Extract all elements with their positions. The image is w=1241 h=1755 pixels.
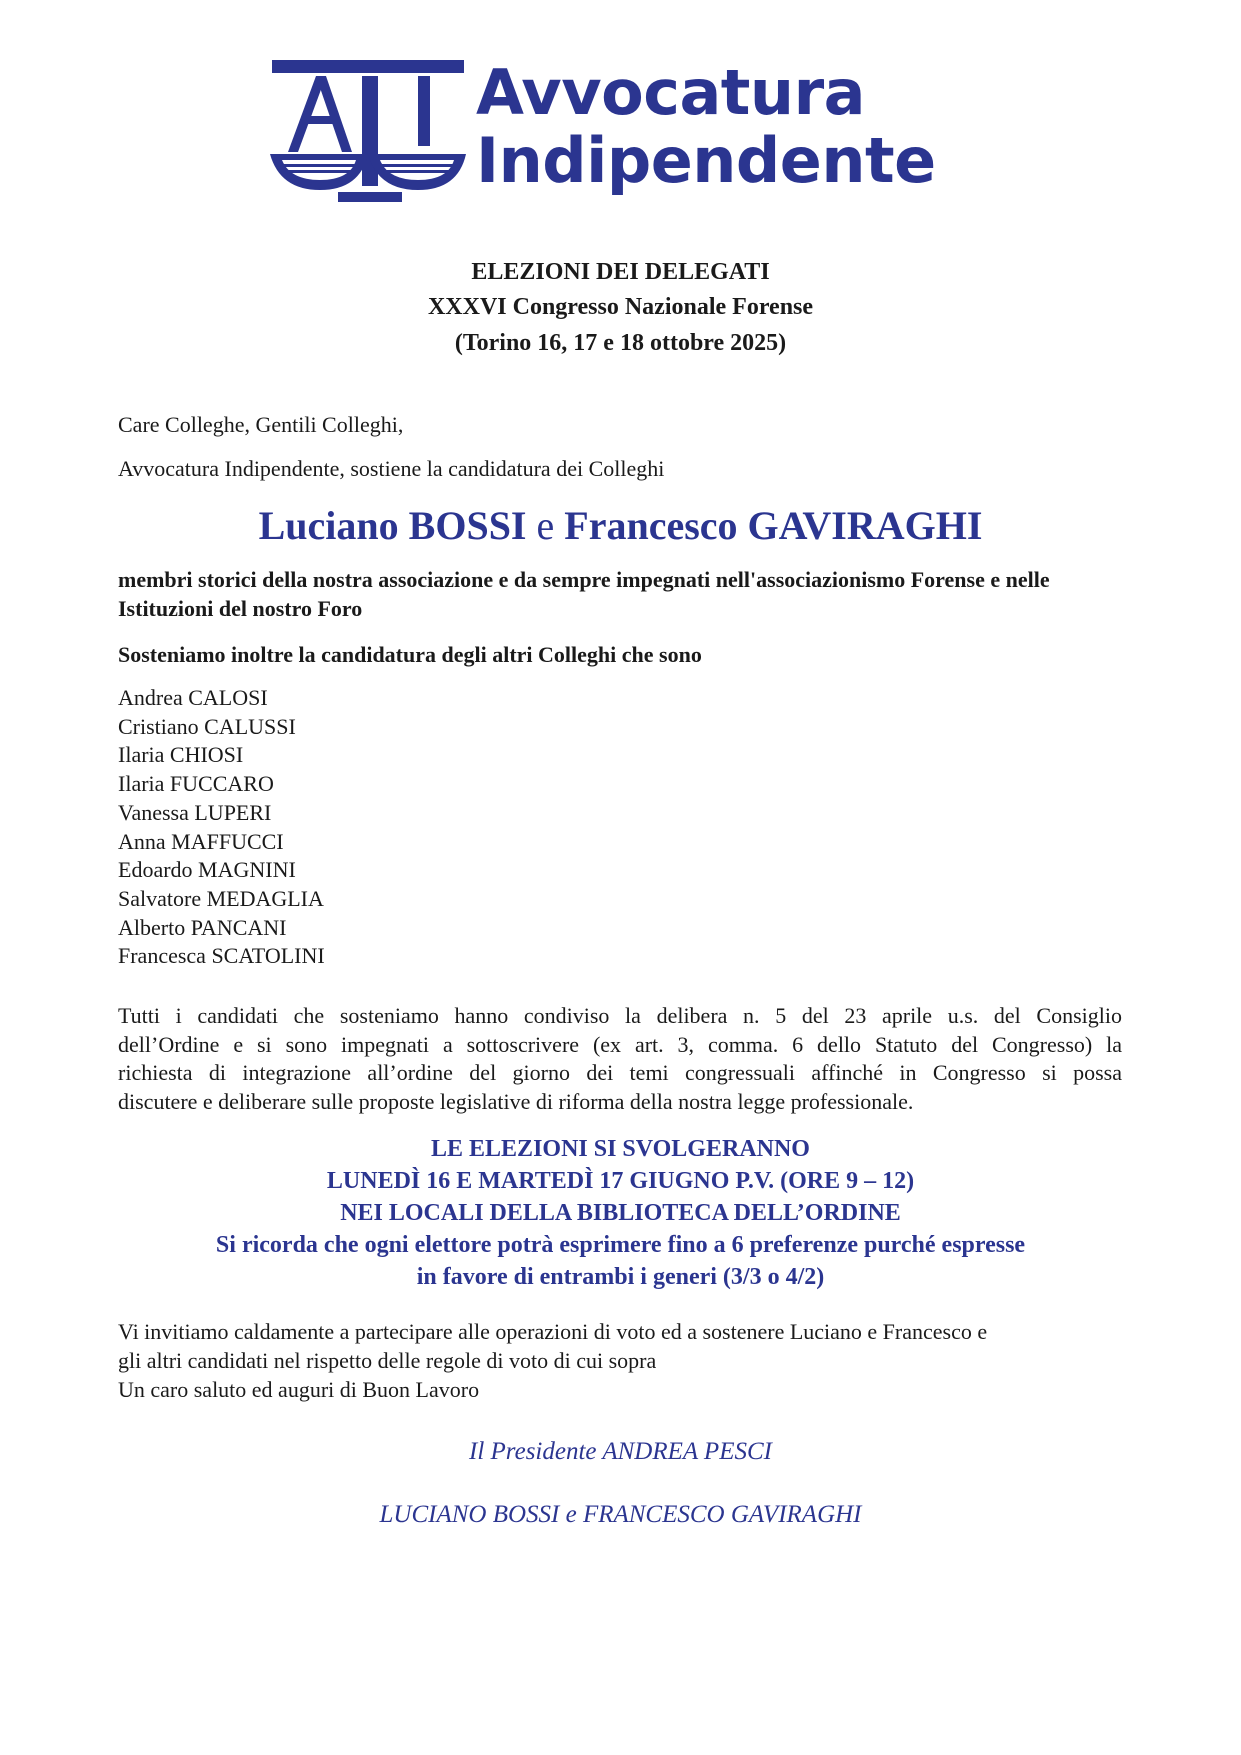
- election-line: LE ELEZIONI SI SVOLGERANNO: [431, 1136, 810, 1162]
- main-candidate-2: Francesco GAVIRAGHI: [564, 503, 983, 548]
- main-candidate-1: Luciano BOSSI: [258, 503, 527, 548]
- list-item: Cristiano CALUSSI: [118, 713, 296, 739]
- scales-of-justice-logo-icon: [268, 56, 468, 206]
- list-item: Salvatore MEDAGLIA: [118, 885, 324, 911]
- list-item: Ilaria FUCCARO: [118, 771, 274, 797]
- list-item: Ilaria CHIOSI: [118, 742, 244, 768]
- also-support-intro: Sosteniamo inoltre la candidatura degli altri Colleghi che sono: [118, 642, 702, 667]
- congress-name: XXXVI Congresso Nazionale Forense: [427, 294, 814, 320]
- closing-paragraph: [118, 1317, 1128, 1404]
- list-item: Alberto PANCANI: [118, 914, 287, 940]
- body-line: discutere e deliberare sulle proposte legislative di riforma della nostra legge professionale.: [118, 1088, 914, 1114]
- document-title: ELEZIONI DEI DELEGATI: [471, 259, 770, 285]
- election-line: in favore di entrambi i generi (3/3 o 4/2): [416, 1264, 825, 1290]
- logo-line-1: Avvocatura: [476, 56, 865, 129]
- candidates-list: [118, 684, 325, 971]
- closing-line: Vi invitiamo caldamente a partecipare alle operazioni di voto ed a sostenere Luciano e Francesco e: [118, 1319, 988, 1344]
- election-line: Si ricorda che ogni elettore potrà esprimere fino a 6 preferenze purché espresse: [215, 1232, 1026, 1258]
- list-item: Vanessa LUPERI: [118, 799, 272, 825]
- body-line: Tutti i candidati che sosteniamo hanno condiviso la delibera n. 5 del 23 aprile u.s. del Consiglio: [118, 1003, 1122, 1028]
- body-line: richiesta di integrazione all’ordine del giorno dei temi congressuali affinché in Congresso si possa: [118, 1060, 1122, 1085]
- list-item: Edoardo MAGNINI: [118, 857, 296, 883]
- members-description: membri storici della nostra associazione e da sempre impegnati nell'associazionismo Forense e nelle Istituzioni del nostro Foro: [118, 567, 1050, 621]
- list-item: Andrea CALOSI: [118, 685, 268, 710]
- closing-line: Un caro saluto ed auguri di Buon Lavoro: [118, 1377, 480, 1402]
- support-intro: Avvocatura Indipendente, sostiene la candidatura dei Colleghi: [118, 456, 665, 481]
- list-item: Francesca SCATOLINI: [118, 943, 325, 969]
- main-candidates-conjunction: e: [536, 503, 555, 548]
- body-line: dell’Ordine e si sono impegnati a sottoscrivere (ex art. 3, comma. 6 dello Statuto del Congresso) la: [118, 1031, 1122, 1057]
- election-line: NEI LOCALI DELLA BIBLIOTECA DELL’ORDINE: [340, 1200, 901, 1226]
- greeting: Care Colleghe, Gentili Colleghi,: [118, 412, 404, 437]
- closing-line: gli altri candidati nel rispetto delle regole di voto di cui sopra: [118, 1348, 657, 1373]
- election-info: [0, 1133, 1241, 1293]
- body-paragraph: [118, 1002, 1122, 1116]
- logo-line-2: Indipendente: [476, 124, 936, 197]
- election-line: LUNEDÌ 16 E MARTEDÌ 17 GIUGNO P.V. (ORE 9 – 12): [326, 1168, 915, 1194]
- candidates-signature: LUCIANO BOSSI e FRANCESCO GAVIRAGHI: [379, 1501, 862, 1528]
- main-candidates-heading: [0, 502, 1241, 550]
- avvocatura-logo: [268, 56, 988, 206]
- list-item: Anna MAFFUCCI: [118, 828, 284, 854]
- congress-venue-dates: (Torino 16, 17 e 18 ottobre 2025): [454, 330, 787, 356]
- president-signature: Il Presidente ANDREA PESCI: [469, 1438, 772, 1465]
